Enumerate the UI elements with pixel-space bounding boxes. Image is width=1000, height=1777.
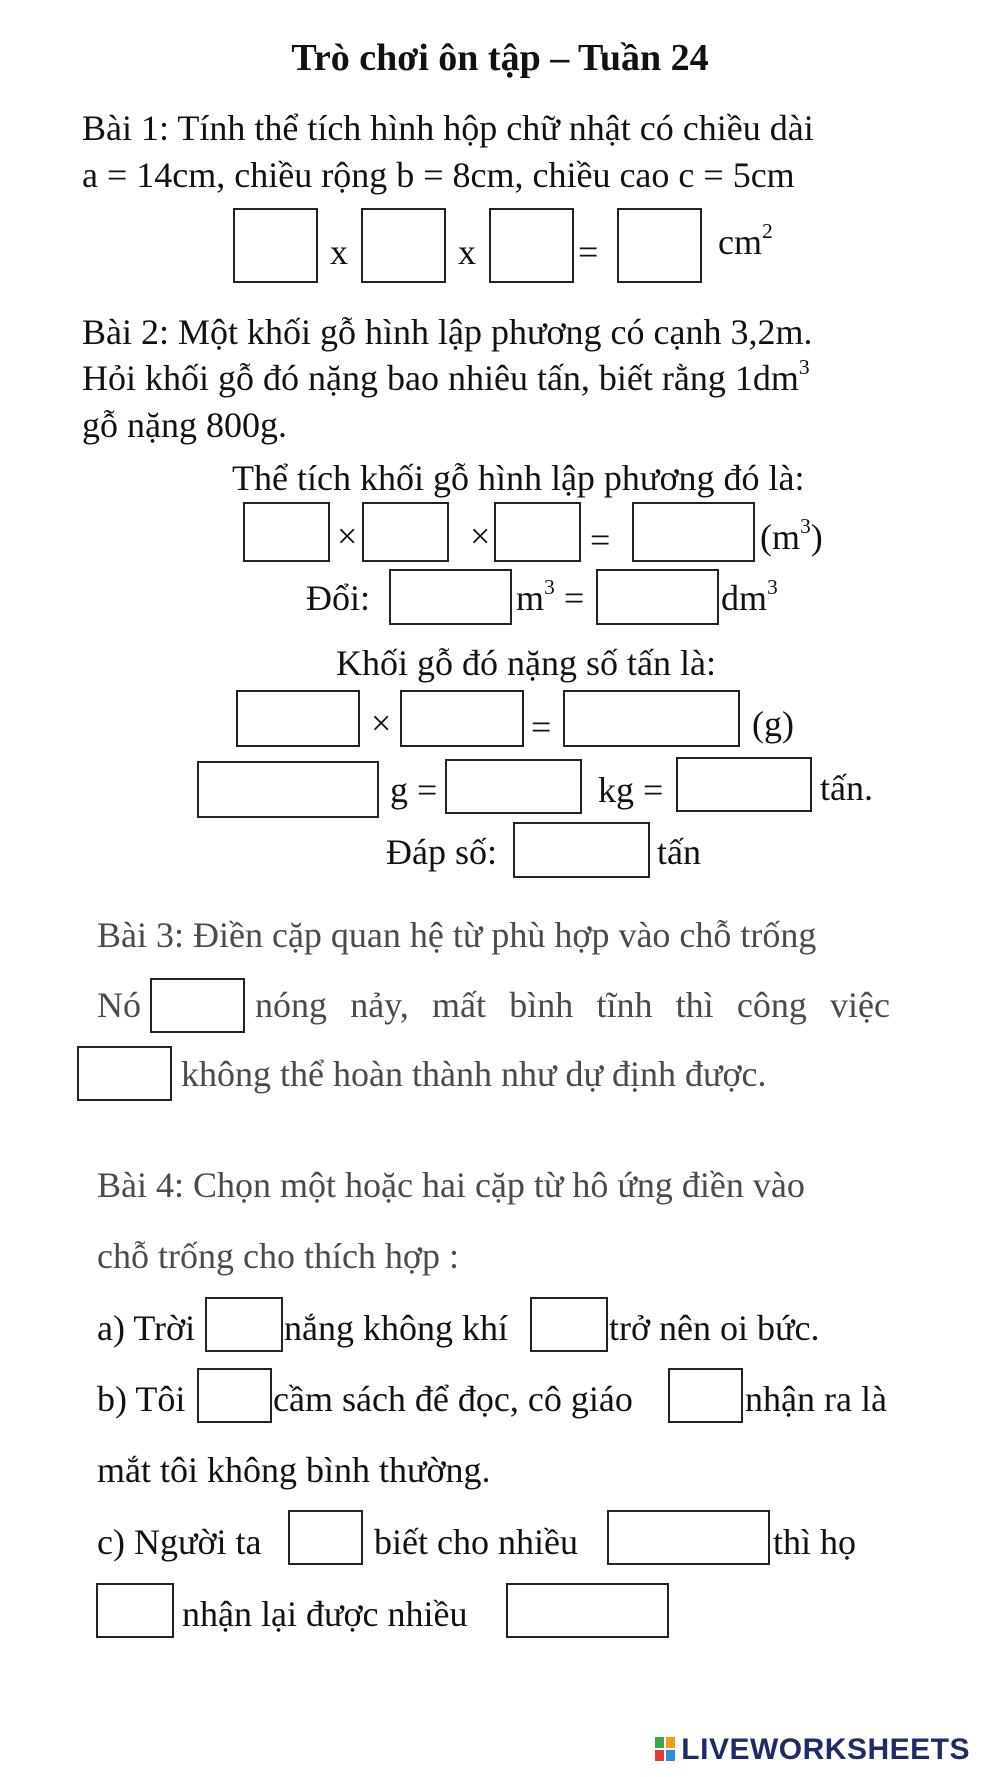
bai4-c-mid: biết cho nhiều (374, 1522, 578, 1562)
bai4-a-mid: nắng không khí (284, 1308, 508, 1348)
bai4-b-mid: cầm sách để đọc, cô giáo (273, 1379, 633, 1419)
bai4-a-blank-2[interactable] (530, 1297, 608, 1352)
bai2-volume-label: Thể tích khối gỗ hình lập phương đó là: (232, 458, 805, 498)
bai2-dm3-unit: $dm^3$ (721, 574, 778, 618)
bai1-answer-box-1[interactable] (233, 208, 318, 283)
bai3-end-text: không thể hoàn thành như dự định được. (181, 1054, 767, 1094)
bai4-b-line2: mắt tôi không bình thường. (97, 1450, 491, 1490)
bai2-convert-label: Đổi: (306, 578, 371, 618)
bai2-kg-equals: kg = (598, 770, 664, 810)
bai2-weight-box-1[interactable] (236, 690, 360, 747)
bai2-weight-result-box[interactable] (563, 690, 740, 747)
liveworksheets-logo-icon (655, 1737, 677, 1763)
bai3-question-line1: Bài 3: Điền cặp quan hệ từ phù hợp vào chỗ trống (97, 915, 817, 955)
bai1-question-line2: a = 14cm, chiều rộng b = 8cm, chiều cao c = 5cm (82, 155, 795, 195)
bai2-multiply-sign: × (371, 703, 392, 743)
bai4-b-start: b) Tôi (97, 1379, 186, 1419)
bai4-b-end: nhận ra là (745, 1379, 887, 1419)
bai2-multiply-sign: × (470, 516, 491, 556)
bai2-grams-box[interactable] (197, 761, 379, 818)
bai2-equals-sign: = (531, 707, 552, 747)
bai2-volume-unit: $(m^3)$ (760, 513, 823, 557)
bai1-unit: $cm^2$ (718, 218, 773, 262)
bai2-tons-box[interactable] (676, 757, 812, 812)
bai3-blank-1[interactable] (150, 978, 245, 1033)
bai4-a-end: trở nên oi bức. (609, 1308, 820, 1348)
bai2-m3-unit: $m^3$ = (516, 574, 585, 618)
bai3-blank-2[interactable] (77, 1046, 172, 1101)
bai1-answer-box-result[interactable] (617, 208, 702, 283)
bai1-question-line1: Bài 1: Tính thể tích hình hộp chữ nhật có chiều dài (82, 108, 814, 148)
bai2-convert-dm3-box[interactable] (596, 569, 719, 625)
bai2-volume-result-box[interactable] (632, 502, 755, 562)
bai2-kg-box[interactable] (445, 759, 582, 814)
bai2-question-line1: Bài 2: Một khối gỗ hình lập phương có cạnh 3,2m. (82, 312, 813, 352)
bai4-c-start: c) Người ta (97, 1522, 262, 1562)
page-title: Trò chơi ôn tập – Tuần 24 (291, 37, 709, 79)
bai2-weight-box-2[interactable] (400, 690, 524, 747)
bai2-equals-sign: = (590, 520, 611, 560)
bai1-answer-box-3[interactable] (489, 208, 574, 283)
bai2-volume-box-3[interactable] (494, 502, 581, 562)
bai2-multiply-sign: × (337, 516, 358, 556)
bai2-weight-label: Khối gỗ đó nặng số tấn là: (336, 643, 716, 683)
bai2-answer-unit: tấn (657, 832, 701, 872)
bai2-g-equals: g = (390, 770, 438, 810)
bai2-grams-unit: (g) (752, 704, 794, 744)
bai2-answer-box[interactable] (513, 822, 650, 878)
bai2-tons-unit: tấn. (820, 768, 873, 808)
bai4-a-start: a) Trời (97, 1308, 196, 1348)
bai4-c-blank-4[interactable] (506, 1583, 669, 1638)
bai2-answer-label: Đáp số: (386, 832, 497, 872)
bai1-equals-sign: = (578, 232, 599, 272)
bai4-b-blank-1[interactable] (197, 1368, 272, 1423)
bai4-c-blank-1[interactable] (288, 1510, 363, 1565)
bai4-c-blank-2[interactable] (607, 1510, 770, 1565)
bai2-question-line2: Hỏi khối gỗ đó nặng bao nhiêu tấn, biết rằng $1dm^3$ (82, 354, 810, 398)
bai2-volume-box-1[interactable] (243, 502, 330, 562)
bai1-multiply-sign: x (330, 232, 348, 272)
bai2-question-line3: gỗ nặng 800g. (82, 405, 287, 445)
bai4-c-line2: nhận lại được nhiều (182, 1594, 468, 1634)
liveworksheets-logo: LIVEWORKSHEETS (655, 1733, 970, 1767)
bai2-convert-m3-box[interactable] (389, 569, 512, 625)
bai4-b-blank-2[interactable] (668, 1368, 743, 1423)
bai4-c-blank-3[interactable] (96, 1583, 174, 1638)
bai4-a-blank-1[interactable] (205, 1297, 283, 1352)
bai3-no: Nó (97, 985, 141, 1025)
bai3-mid-text: nóng nảy, mất bình tĩnh thì công việc (255, 985, 890, 1025)
bai4-question-line2: chỗ trống cho thích hợp : (97, 1236, 459, 1276)
bai1-multiply-sign: x (458, 232, 476, 272)
bai1-answer-box-2[interactable] (361, 208, 446, 283)
bai4-c-end: thì họ (773, 1522, 857, 1562)
bai2-volume-box-2[interactable] (362, 502, 449, 562)
bai4-question-line1: Bài 4: Chọn một hoặc hai cặp từ hô ứng điền vào (97, 1165, 805, 1205)
